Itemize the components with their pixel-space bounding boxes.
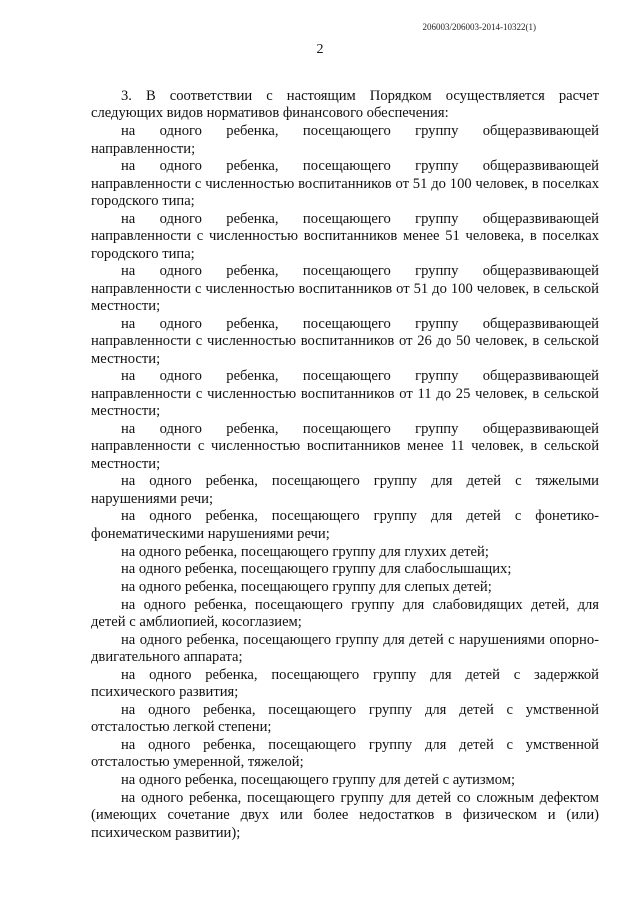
list-item: на одного ребенка, посещающего группу общеразвивающей направленности с численностью воспитанников от 11 до 25 человек, в сельской местности; bbox=[91, 368, 599, 420]
list-item: на одного ребенка, посещающего группу для глухих детей; bbox=[121, 543, 489, 560]
list-item: на одного ребенка, посещающего группу для слепых детей; bbox=[121, 578, 492, 595]
list-item: на одного ребенка, посещающего группу для детей с нарушениями опорно-двигательного аппарата; bbox=[91, 631, 599, 666]
list-item: на одного ребенка, посещающего группу для детей с тяжелыми нарушениями речи; bbox=[91, 473, 599, 507]
list-item: на одного ребенка, посещающего группу общеразвивающей направленности с численностью воспитанников менее 51 человека, в поселках городского типа; bbox=[91, 210, 599, 262]
page-number: 2 bbox=[316, 42, 324, 57]
document-id: 206003/206003-2014-10322(1) bbox=[422, 22, 536, 32]
list-item: на одного ребенка, посещающего группу общеразвивающей направленности с численностью воспитанников от 26 до 50 человек, в сельской местности; bbox=[91, 315, 599, 367]
list-item: на одного ребенка, посещающего группу для детей со сложным дефектом (имеющих сочетание двух или более недостатков в физическом и (или) психическом развитии); bbox=[91, 789, 599, 841]
list-item: на одного ребенка, посещающего группу общеразвивающей направленности с численностью воспитанников менее 11 человек, в сельской местности; bbox=[91, 420, 599, 472]
list-item: на одного ребенка, посещающего группу общеразвивающей направленности; bbox=[91, 123, 599, 157]
list-item: на одного ребенка, посещающего группу для детей с фонетико-фонематическими нарушениями речи; bbox=[91, 508, 599, 542]
list-item: на одного ребенка, посещающего группу для детей с умственной отсталостью легкой степени; bbox=[91, 701, 599, 736]
list-item: на одного ребенка, посещающего группу для детей с умственной отсталостью умеренной, тяжелой; bbox=[91, 737, 599, 771]
list-item: на одного ребенка, посещающего группу для детей с задержкой психического развития; bbox=[91, 666, 599, 701]
list-item: на одного ребенка, посещающего группу для слабовидящих детей, для детей с амблиопией, косоглазием; bbox=[91, 596, 599, 631]
list-item: на одного ребенка, посещающего группу для слабослышащих; bbox=[121, 561, 512, 578]
paragraph-intro: 3. В соответствии с настоящим Порядком осуществляется расчет следующих видов нормативов финансового обеспечения: bbox=[91, 88, 599, 122]
list-item: на одного ребенка, посещающего группу для детей с аутизмом; bbox=[121, 772, 516, 789]
list-item: на одного ребенка, посещающего группу общеразвивающей направленности с численностью воспитанников от 51 до 100 человек, в сельской местности; bbox=[91, 263, 599, 315]
document-body bbox=[91, 88, 599, 842]
list-item: на одного ребенка, посещающего группу общеразвивающей направленности с численностью воспитанников от 51 до 100 человек, в поселках городского типа; bbox=[91, 158, 599, 210]
